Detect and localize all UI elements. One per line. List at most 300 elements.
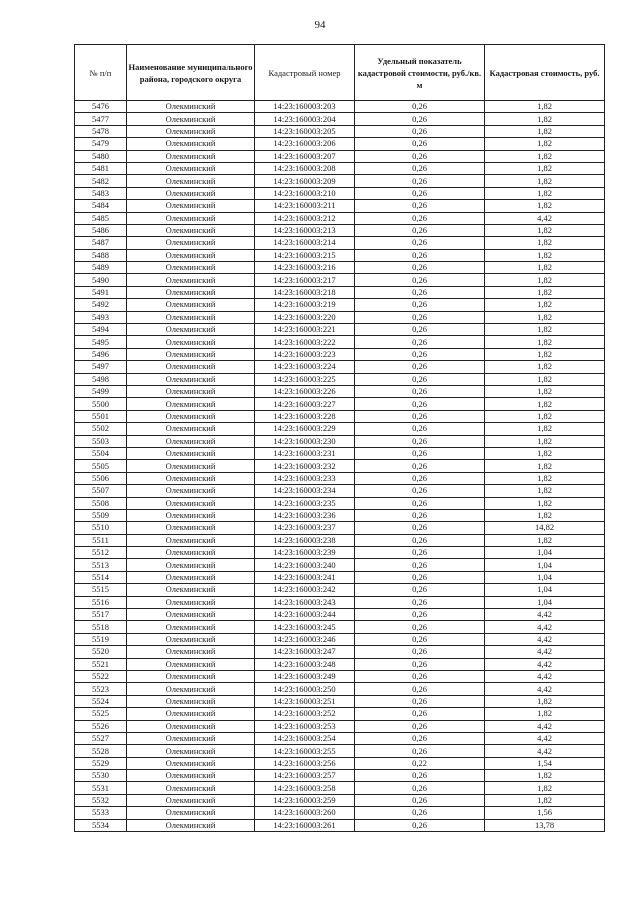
cadastral-value-cell: 4,42 — [485, 621, 605, 633]
district-cell: Олекминский — [127, 274, 255, 286]
district-cell: Олекминский — [127, 447, 255, 459]
cadastral-number-cell: 14:23:160003:244 — [255, 609, 355, 621]
cadastral-value-cell: 1,82 — [485, 460, 605, 472]
cadastral-value-cell: 1,82 — [485, 138, 605, 150]
specific-value-cell: 0,26 — [355, 807, 485, 819]
specific-value-cell: 0,26 — [355, 596, 485, 608]
table-row — [75, 782, 605, 794]
row-number-cell: 5487 — [75, 237, 127, 249]
header-row — [75, 45, 605, 101]
cadastral-number-cell: 14:23:160003:226 — [255, 385, 355, 397]
cadastral-number-cell: 14:23:160003:242 — [255, 584, 355, 596]
specific-value-cell: 0,26 — [355, 435, 485, 447]
cadastral-value-cell: 4,42 — [485, 633, 605, 645]
cadastral-number-cell: 14:23:160003:241 — [255, 571, 355, 583]
cadastral-value-cell: 1,82 — [485, 113, 605, 125]
cadastral-number-cell: 14:23:160003:251 — [255, 695, 355, 707]
table-row — [75, 757, 605, 769]
district-cell: Олекминский — [127, 138, 255, 150]
cadastral-number-cell: 14:23:160003:243 — [255, 596, 355, 608]
specific-value-cell: 0,26 — [355, 373, 485, 385]
cadastral-number-cell: 14:23:160003:203 — [255, 101, 355, 113]
cadastral-number-cell: 14:23:160003:208 — [255, 162, 355, 174]
district-cell: Олекминский — [127, 559, 255, 571]
table-row — [75, 485, 605, 497]
district-cell: Олекминский — [127, 187, 255, 199]
cadastral-number-cell: 14:23:160003:233 — [255, 472, 355, 484]
table-row — [75, 658, 605, 670]
cadastral-value-cell: 1,82 — [485, 150, 605, 162]
table-row — [75, 200, 605, 212]
district-cell: Олекминский — [127, 212, 255, 224]
district-cell: Олекминский — [127, 757, 255, 769]
specific-value-cell: 0,26 — [355, 212, 485, 224]
cadastral-value-cell: 1,82 — [485, 770, 605, 782]
cadastral-number-cell: 14:23:160003:213 — [255, 224, 355, 236]
district-cell: Олекминский — [127, 101, 255, 113]
cadastral-number-cell: 14:23:160003:216 — [255, 262, 355, 274]
cadastral-number-cell: 14:23:160003:250 — [255, 683, 355, 695]
row-number-cell: 5504 — [75, 447, 127, 459]
cadastral-value-cell: 1,82 — [485, 794, 605, 806]
row-number-cell: 5529 — [75, 757, 127, 769]
cadastral-number-cell: 14:23:160003:260 — [255, 807, 355, 819]
table-row — [75, 596, 605, 608]
cadastral-value-cell: 1,82 — [485, 509, 605, 521]
row-number-cell: 5500 — [75, 398, 127, 410]
table-row — [75, 522, 605, 534]
table-row — [75, 237, 605, 249]
specific-value-cell: 0,26 — [355, 237, 485, 249]
cadastral-value-cell: 1,04 — [485, 571, 605, 583]
row-number-cell: 5512 — [75, 547, 127, 559]
specific-value-cell: 0,26 — [355, 311, 485, 323]
cadastral-number-cell: 14:23:160003:227 — [255, 398, 355, 410]
row-number-cell: 5493 — [75, 311, 127, 323]
district-cell: Олекминский — [127, 423, 255, 435]
row-number-cell: 5492 — [75, 299, 127, 311]
district-cell: Олекминский — [127, 311, 255, 323]
cadastral-value-table — [74, 44, 605, 832]
cadastral-number-cell: 14:23:160003:235 — [255, 497, 355, 509]
table-row — [75, 609, 605, 621]
row-number-cell: 5477 — [75, 113, 127, 125]
district-cell: Олекминский — [127, 497, 255, 509]
district-cell: Олекминский — [127, 336, 255, 348]
district-cell: Олекминский — [127, 150, 255, 162]
row-number-cell: 5509 — [75, 509, 127, 521]
cadastral-number-cell: 14:23:160003:237 — [255, 522, 355, 534]
specific-value-cell: 0,26 — [355, 299, 485, 311]
row-number-cell: 5490 — [75, 274, 127, 286]
row-number-cell: 5478 — [75, 125, 127, 137]
row-number-cell: 5479 — [75, 138, 127, 150]
row-number-cell: 5511 — [75, 534, 127, 546]
specific-value-cell: 0,26 — [355, 125, 485, 137]
row-number-cell: 5522 — [75, 670, 127, 682]
district-cell: Олекминский — [127, 249, 255, 261]
table-row — [75, 224, 605, 236]
row-number-cell: 5534 — [75, 819, 127, 831]
table-row — [75, 460, 605, 472]
cadastral-number-cell: 14:23:160003:261 — [255, 819, 355, 831]
specific-value-cell: 0,26 — [355, 534, 485, 546]
specific-value-cell: 0,26 — [355, 695, 485, 707]
district-cell: Олекминский — [127, 732, 255, 744]
row-number-cell: 5503 — [75, 435, 127, 447]
table-row — [75, 348, 605, 360]
specific-value-cell: 0,26 — [355, 175, 485, 187]
row-number-cell: 5501 — [75, 410, 127, 422]
table-body — [75, 101, 605, 832]
table-row — [75, 559, 605, 571]
specific-value-cell: 0,26 — [355, 509, 485, 521]
specific-value-cell: 0,26 — [355, 410, 485, 422]
row-number-cell: 5519 — [75, 633, 127, 645]
district-cell: Олекминский — [127, 286, 255, 298]
cadastral-number-cell: 14:23:160003:259 — [255, 794, 355, 806]
table-row — [75, 472, 605, 484]
table-row — [75, 584, 605, 596]
cadastral-value-cell: 1,82 — [485, 782, 605, 794]
table-row — [75, 695, 605, 707]
district-cell: Олекминский — [127, 708, 255, 720]
cadastral-value-cell: 1,82 — [485, 485, 605, 497]
district-cell: Олекминский — [127, 633, 255, 645]
table-row — [75, 720, 605, 732]
cadastral-value-cell: 4,42 — [485, 646, 605, 658]
cadastral-number-cell: 14:23:160003:212 — [255, 212, 355, 224]
table-row — [75, 175, 605, 187]
table-row — [75, 819, 605, 831]
specific-value-cell: 0,26 — [355, 138, 485, 150]
district-cell: Олекминский — [127, 373, 255, 385]
cadastral-number-cell: 14:23:160003:219 — [255, 299, 355, 311]
district-cell: Олекминский — [127, 658, 255, 670]
cadastral-value-cell: 1,82 — [485, 497, 605, 509]
district-cell: Олекминский — [127, 695, 255, 707]
row-number-cell: 5528 — [75, 745, 127, 757]
table-row — [75, 794, 605, 806]
specific-value-cell: 0,26 — [355, 658, 485, 670]
district-cell: Олекминский — [127, 670, 255, 682]
cadastral-value-cell: 13,78 — [485, 819, 605, 831]
district-cell: Олекминский — [127, 547, 255, 559]
table-row — [75, 534, 605, 546]
cadastral-number-cell: 14:23:160003:234 — [255, 485, 355, 497]
specific-value-cell: 0,26 — [355, 348, 485, 360]
row-number-cell: 5483 — [75, 187, 127, 199]
table-row — [75, 286, 605, 298]
specific-value-cell: 0,26 — [355, 670, 485, 682]
table-header — [75, 45, 605, 101]
specific-value-cell: 0,26 — [355, 745, 485, 757]
specific-value-cell: 0,26 — [355, 286, 485, 298]
table-row — [75, 113, 605, 125]
specific-value-cell: 0,26 — [355, 262, 485, 274]
row-number-cell: 5525 — [75, 708, 127, 720]
specific-value-cell: 0,26 — [355, 398, 485, 410]
cadastral-number-cell: 14:23:160003:258 — [255, 782, 355, 794]
row-number-cell: 5532 — [75, 794, 127, 806]
specific-value-cell: 0,26 — [355, 361, 485, 373]
table-row — [75, 324, 605, 336]
cadastral-number-cell: 14:23:160003:225 — [255, 373, 355, 385]
table-row — [75, 125, 605, 137]
cadastral-value-cell: 1,82 — [485, 695, 605, 707]
specific-value-cell: 0,26 — [355, 571, 485, 583]
row-number-cell: 5526 — [75, 720, 127, 732]
row-number-cell: 5499 — [75, 385, 127, 397]
cadastral-number-cell: 14:23:160003:236 — [255, 509, 355, 521]
district-cell: Олекминский — [127, 807, 255, 819]
specific-value-cell: 0,26 — [355, 162, 485, 174]
row-number-cell: 5510 — [75, 522, 127, 534]
table-row — [75, 745, 605, 757]
district-cell: Олекминский — [127, 782, 255, 794]
specific-value-cell: 0,26 — [355, 621, 485, 633]
specific-value-cell: 0,26 — [355, 770, 485, 782]
table-row — [75, 385, 605, 397]
cadastral-value-cell: 1,82 — [485, 423, 605, 435]
district-cell: Олекминский — [127, 522, 255, 534]
table-row — [75, 670, 605, 682]
district-cell: Олекминский — [127, 410, 255, 422]
cadastral-value-cell: 1,82 — [485, 286, 605, 298]
district-cell: Олекминский — [127, 609, 255, 621]
cadastral-value-cell: 1,54 — [485, 757, 605, 769]
cadastral-number-cell: 14:23:160003:224 — [255, 361, 355, 373]
district-cell: Олекминский — [127, 460, 255, 472]
district-cell: Олекминский — [127, 646, 255, 658]
header-number: № п/п — [75, 45, 127, 101]
table-row — [75, 162, 605, 174]
cadastral-value-cell: 1,82 — [485, 435, 605, 447]
district-cell: Олекминский — [127, 819, 255, 831]
specific-value-cell: 0,26 — [355, 187, 485, 199]
table-row — [75, 732, 605, 744]
cadastral-value-cell: 1,04 — [485, 584, 605, 596]
specific-value-cell: 0,26 — [355, 559, 485, 571]
row-number-cell: 5521 — [75, 658, 127, 670]
table-row — [75, 410, 605, 422]
table-row — [75, 770, 605, 782]
cadastral-value-cell: 1,82 — [485, 162, 605, 174]
cadastral-number-cell: 14:23:160003:228 — [255, 410, 355, 422]
cadastral-value-cell: 1,82 — [485, 299, 605, 311]
specific-value-cell: 0,26 — [355, 324, 485, 336]
row-number-cell: 5517 — [75, 609, 127, 621]
table-row — [75, 249, 605, 261]
specific-value-cell: 0,26 — [355, 274, 485, 286]
cadastral-number-cell: 14:23:160003:206 — [255, 138, 355, 150]
specific-value-cell: 0,26 — [355, 720, 485, 732]
cadastral-number-cell: 14:23:160003:217 — [255, 274, 355, 286]
district-cell: Олекминский — [127, 571, 255, 583]
cadastral-value-cell: 1,82 — [485, 373, 605, 385]
cadastral-number-cell: 14:23:160003:204 — [255, 113, 355, 125]
district-cell: Олекминский — [127, 534, 255, 546]
table-row — [75, 807, 605, 819]
row-number-cell: 5496 — [75, 348, 127, 360]
row-number-cell: 5530 — [75, 770, 127, 782]
row-number-cell: 5516 — [75, 596, 127, 608]
specific-value-cell: 0,26 — [355, 522, 485, 534]
district-cell: Олекминский — [127, 125, 255, 137]
cadastral-value-cell: 1,82 — [485, 324, 605, 336]
cadastral-value-cell: 1,82 — [485, 125, 605, 137]
table-row — [75, 274, 605, 286]
cadastral-number-cell: 14:23:160003:248 — [255, 658, 355, 670]
cadastral-value-cell: 1,82 — [485, 187, 605, 199]
cadastral-number-cell: 14:23:160003:255 — [255, 745, 355, 757]
district-cell: Олекминский — [127, 262, 255, 274]
cadastral-value-cell: 1,82 — [485, 385, 605, 397]
specific-value-cell: 0,26 — [355, 460, 485, 472]
row-number-cell: 5476 — [75, 101, 127, 113]
cadastral-value-cell: 1,82 — [485, 311, 605, 323]
district-cell: Олекминский — [127, 237, 255, 249]
specific-value-cell: 0,26 — [355, 224, 485, 236]
cadastral-number-cell: 14:23:160003:220 — [255, 311, 355, 323]
table-row — [75, 708, 605, 720]
specific-value-cell: 0,26 — [355, 708, 485, 720]
cadastral-number-cell: 14:23:160003:209 — [255, 175, 355, 187]
district-cell: Олекминский — [127, 162, 255, 174]
cadastral-number-cell: 14:23:160003:240 — [255, 559, 355, 571]
row-number-cell: 5480 — [75, 150, 127, 162]
cadastral-value-cell: 1,04 — [485, 559, 605, 571]
district-cell: Олекминский — [127, 683, 255, 695]
table-row — [75, 138, 605, 150]
specific-value-cell: 0,26 — [355, 200, 485, 212]
row-number-cell: 5518 — [75, 621, 127, 633]
row-number-cell: 5484 — [75, 200, 127, 212]
district-cell: Олекминский — [127, 720, 255, 732]
specific-value-cell: 0,26 — [355, 423, 485, 435]
cadastral-value-cell: 1,82 — [485, 200, 605, 212]
cadastral-value-cell: 4,42 — [485, 683, 605, 695]
cadastral-number-cell: 14:23:160003:214 — [255, 237, 355, 249]
cadastral-value-cell: 1,04 — [485, 596, 605, 608]
cadastral-value-cell: 4,42 — [485, 720, 605, 732]
cadastral-value-cell: 1,82 — [485, 447, 605, 459]
specific-value-cell: 0,26 — [355, 584, 485, 596]
row-number-cell: 5498 — [75, 373, 127, 385]
cadastral-number-cell: 14:23:160003:215 — [255, 249, 355, 261]
cadastral-number-cell: 14:23:160003:239 — [255, 547, 355, 559]
row-number-cell: 5497 — [75, 361, 127, 373]
cadastral-number-cell: 14:23:160003:229 — [255, 423, 355, 435]
district-cell: Олекминский — [127, 745, 255, 757]
cadastral-value-cell: 1,82 — [485, 534, 605, 546]
cadastral-number-cell: 14:23:160003:205 — [255, 125, 355, 137]
table-row — [75, 547, 605, 559]
cadastral-value-cell: 4,42 — [485, 745, 605, 757]
row-number-cell: 5514 — [75, 571, 127, 583]
table-row — [75, 311, 605, 323]
row-number-cell: 5513 — [75, 559, 127, 571]
cadastral-number-cell: 14:23:160003:247 — [255, 646, 355, 658]
cadastral-value-cell: 4,42 — [485, 212, 605, 224]
cadastral-value-cell: 1,04 — [485, 547, 605, 559]
row-number-cell: 5486 — [75, 224, 127, 236]
cadastral-value-cell: 1,82 — [485, 410, 605, 422]
cadastral-value-cell: 1,82 — [485, 472, 605, 484]
cadastral-number-cell: 14:23:160003:254 — [255, 732, 355, 744]
district-cell: Олекминский — [127, 113, 255, 125]
header-cadastral-number: Кадастровый номер — [255, 45, 355, 101]
row-number-cell: 5506 — [75, 472, 127, 484]
row-number-cell: 5494 — [75, 324, 127, 336]
cadastral-number-cell: 14:23:160003:232 — [255, 460, 355, 472]
cadastral-number-cell: 14:23:160003:253 — [255, 720, 355, 732]
table-row — [75, 447, 605, 459]
cadastral-number-cell: 14:23:160003:249 — [255, 670, 355, 682]
row-number-cell: 5485 — [75, 212, 127, 224]
row-number-cell: 5531 — [75, 782, 127, 794]
table-row — [75, 646, 605, 658]
cadastral-number-cell: 14:23:160003:218 — [255, 286, 355, 298]
district-cell: Олекминский — [127, 200, 255, 212]
district-cell: Олекминский — [127, 596, 255, 608]
district-cell: Олекминский — [127, 770, 255, 782]
table-row — [75, 571, 605, 583]
specific-value-cell: 0,26 — [355, 794, 485, 806]
cadastral-value-cell: 1,82 — [485, 249, 605, 261]
cadastral-value-cell: 1,82 — [485, 274, 605, 286]
table-row — [75, 423, 605, 435]
district-cell: Олекминский — [127, 398, 255, 410]
district-cell: Олекминский — [127, 324, 255, 336]
cadastral-value-cell: 1,82 — [485, 175, 605, 187]
cadastral-value-cell: 1,82 — [485, 101, 605, 113]
table-row — [75, 683, 605, 695]
table-row — [75, 435, 605, 447]
row-number-cell: 5481 — [75, 162, 127, 174]
cadastral-number-cell: 14:23:160003:257 — [255, 770, 355, 782]
cadastral-value-cell: 1,82 — [485, 224, 605, 236]
cadastral-value-cell: 1,82 — [485, 262, 605, 274]
table-row — [75, 509, 605, 521]
row-number-cell: 5495 — [75, 336, 127, 348]
table-row — [75, 497, 605, 509]
cadastral-value-cell: 1,82 — [485, 336, 605, 348]
cadastral-value-cell: 1,82 — [485, 398, 605, 410]
district-cell: Олекминский — [127, 509, 255, 521]
district-cell: Олекминский — [127, 175, 255, 187]
row-number-cell: 5523 — [75, 683, 127, 695]
row-number-cell: 5507 — [75, 485, 127, 497]
row-number-cell: 5482 — [75, 175, 127, 187]
cadastral-number-cell: 14:23:160003:246 — [255, 633, 355, 645]
table-row — [75, 212, 605, 224]
row-number-cell: 5524 — [75, 695, 127, 707]
cadastral-value-cell: 14,82 — [485, 522, 605, 534]
cadastral-value-cell: 1,82 — [485, 361, 605, 373]
table-row — [75, 262, 605, 274]
cadastral-number-cell: 14:23:160003:211 — [255, 200, 355, 212]
specific-value-cell: 0,26 — [355, 336, 485, 348]
district-cell: Олекминский — [127, 224, 255, 236]
cadastral-number-cell: 14:23:160003:231 — [255, 447, 355, 459]
table-row — [75, 299, 605, 311]
specific-value-cell: 0,26 — [355, 646, 485, 658]
cadastral-value-cell: 1,56 — [485, 807, 605, 819]
table-row — [75, 621, 605, 633]
specific-value-cell: 0,26 — [355, 683, 485, 695]
row-number-cell: 5533 — [75, 807, 127, 819]
